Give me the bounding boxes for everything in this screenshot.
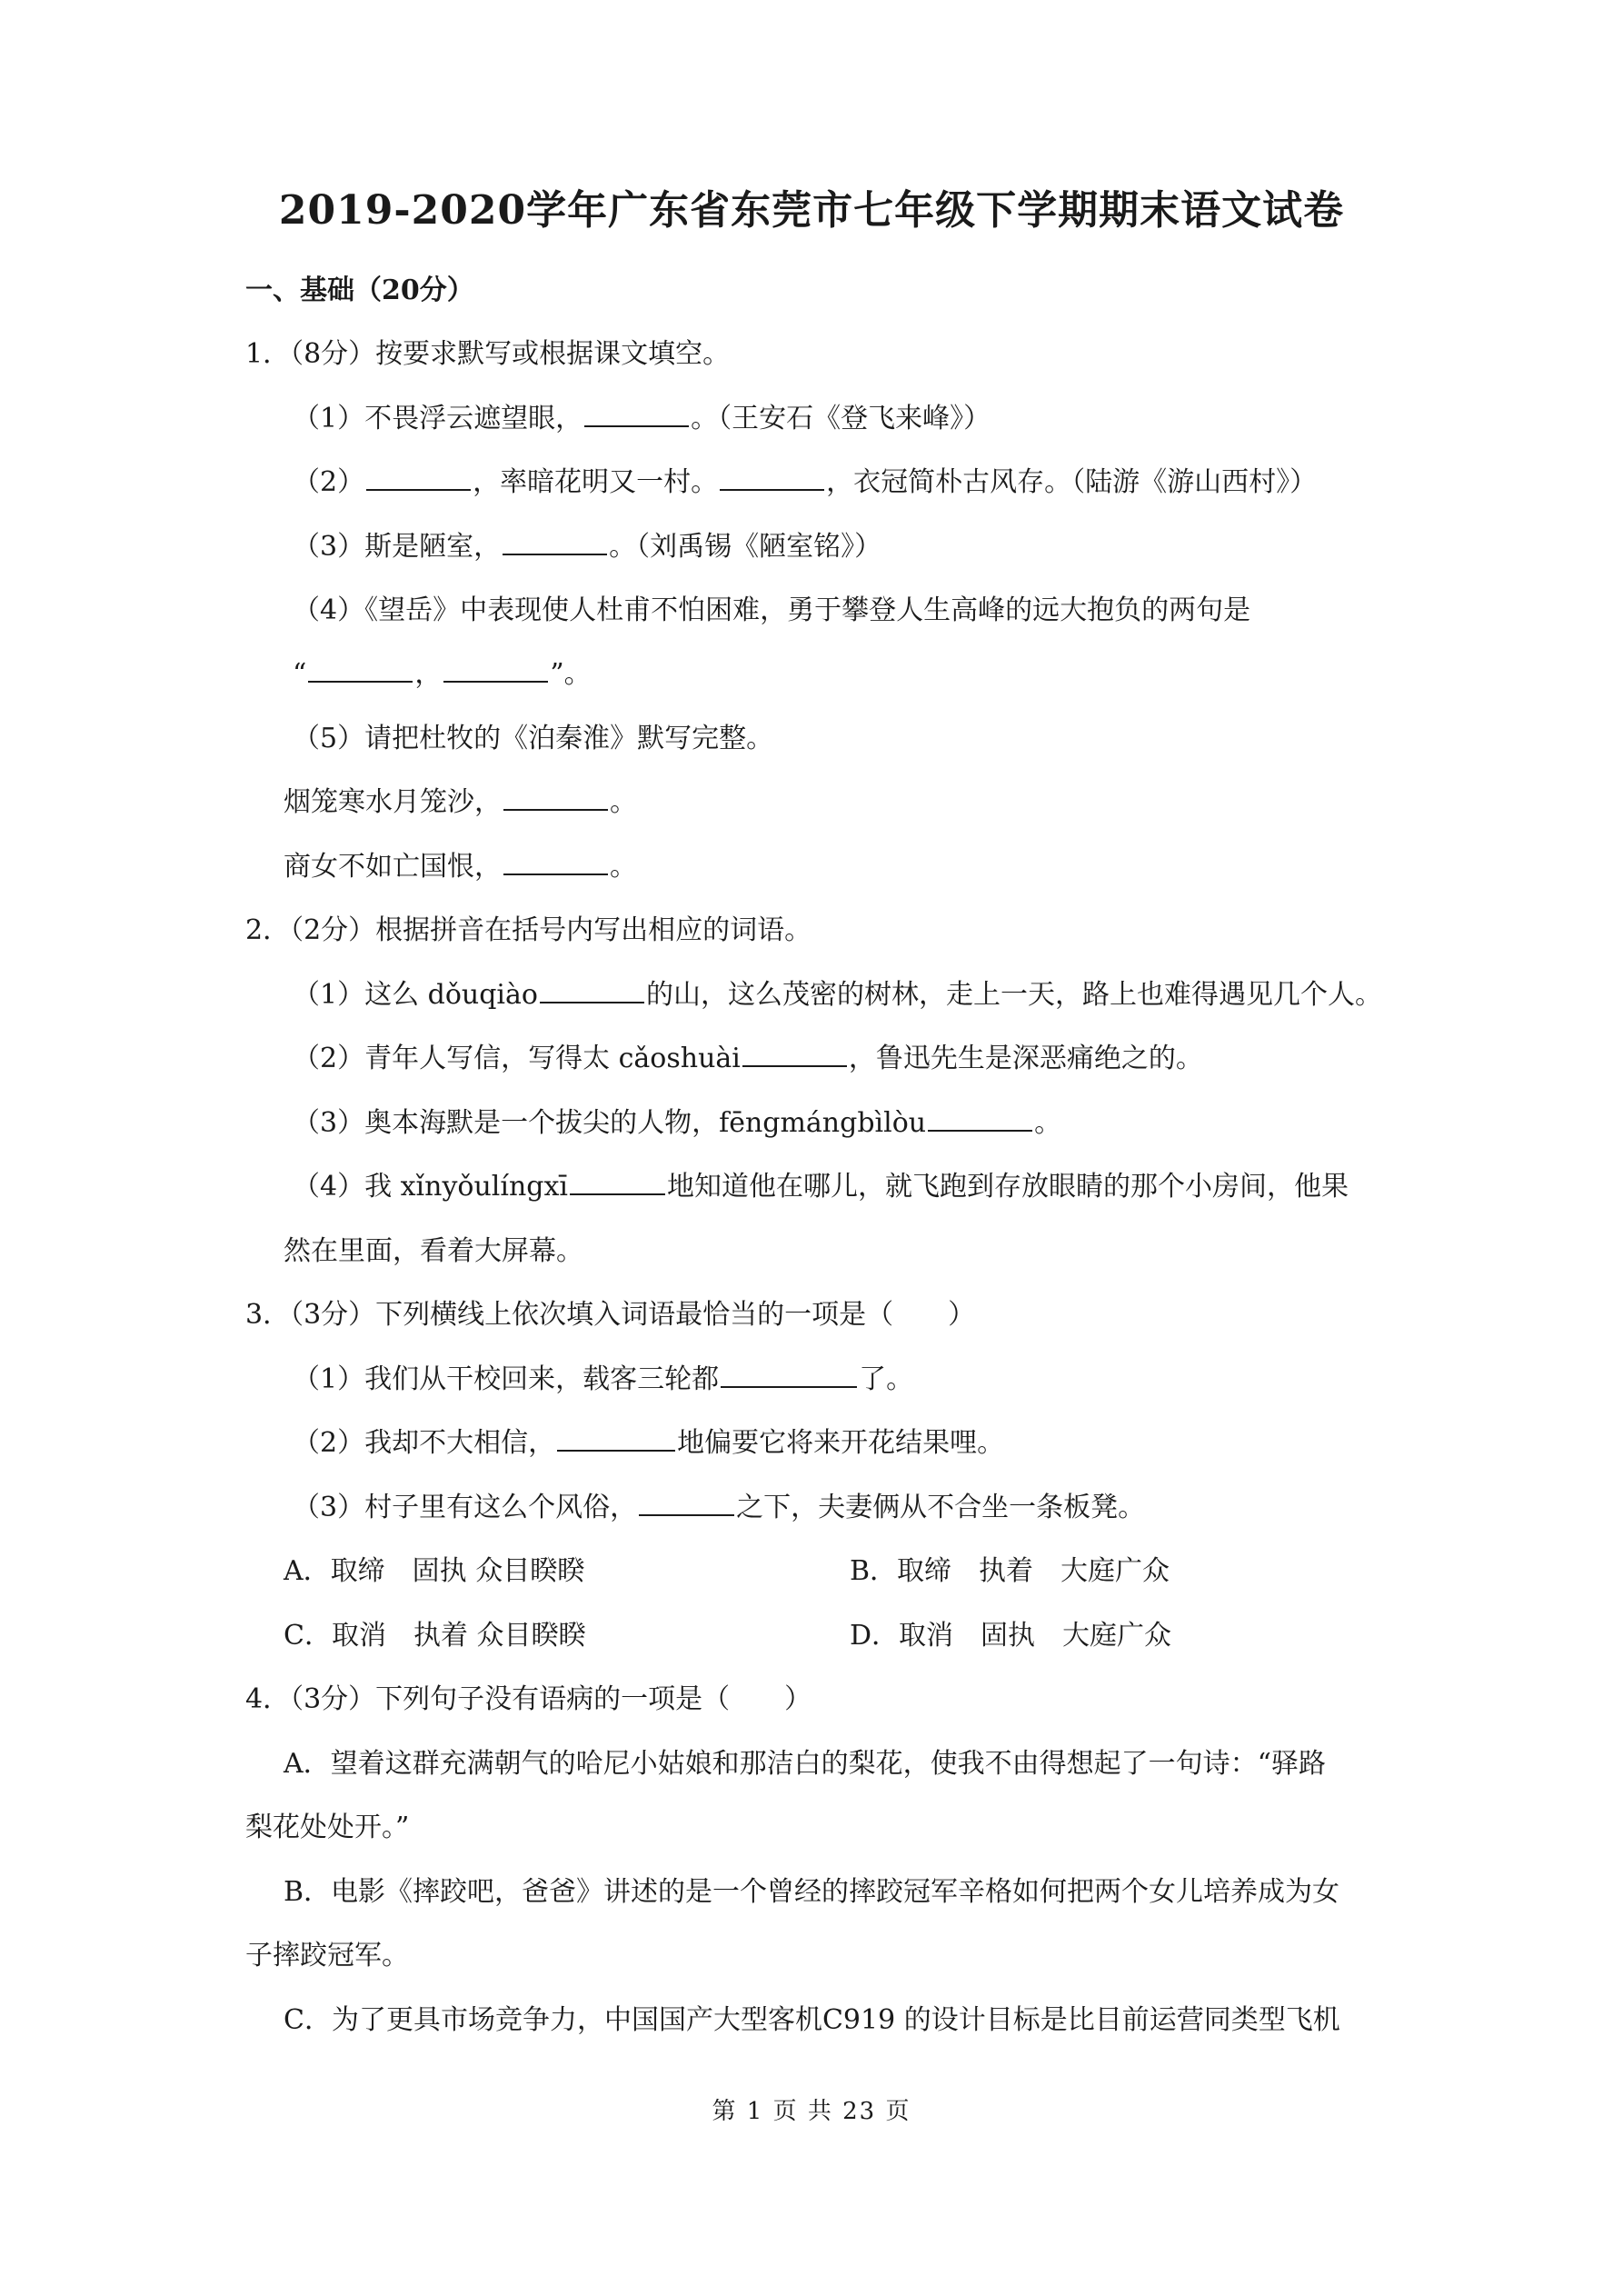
question-1-item-3: （3）斯是陋室， 。（刘禹锡《陋室铭》）	[293, 531, 882, 563]
option-a[interactable]: A．取缔 固执 众目睽睽	[284, 1555, 585, 1587]
question-1-item-2: （2） ，率暗花明又一村。 ，衣冠简朴古风存。（陆游《游山西村》）	[293, 466, 1318, 498]
answer-blank[interactable]	[928, 1106, 1032, 1132]
answer-blank[interactable]	[584, 402, 689, 427]
question-1-item-1: （1）不畏浮云遮望眼， 。（王安石《登飞来峰》）	[293, 403, 991, 434]
question-4-option-b-cont: 子摔跤冠军。	[245, 1940, 409, 1972]
option-d[interactable]: D．取消 固执 大庭广众	[850, 1620, 1172, 1652]
answer-blank[interactable]	[721, 1363, 857, 1388]
question-1-item-5: （5）请把杜牧的《泊秦淮》默写完整。	[293, 723, 774, 754]
answer-blank[interactable]	[540, 978, 644, 1003]
section-heading: 一、基础（20分）	[245, 275, 474, 306]
answer-blank[interactable]	[639, 1491, 734, 1516]
question-3-item-3: （3）村子里有这么个风俗， 之下，夫妻俩从不合坐一条板凳。	[293, 1492, 1146, 1523]
question-2-item-2: （2）青年人写信，写得太 cǎoshuài ，鲁迅先生是深恶痛绝之的。	[293, 1043, 1203, 1074]
page-number: 第 1 页 共 23 页	[712, 2098, 911, 2125]
question-1-item-4-answer: “ ， ”。	[293, 658, 592, 690]
answer-blank[interactable]	[503, 850, 608, 875]
question-2-item-1: （1）这么 dǒuqiào 的山，这么茂密的树林，走上一天，路上也难得遇见几个人。	[293, 979, 1382, 1011]
question-1-item-4: （4）《望岳》中表现使人杜甫不怕困难，勇于攀登人生高峰的远大抱负的两句是	[293, 594, 1251, 626]
answer-blank[interactable]	[308, 657, 413, 683]
question-2-item-4: （4）我 xǐnyǒulíngxī 地知道他在哪儿，就飞跑到存放眼睛的那个小房间，他果	[293, 1171, 1349, 1203]
question-4-option-c[interactable]: C．为了更具市场竞争力，中国国产大型客机C919 的设计目标是比目前运营同类型飞机	[284, 2004, 1340, 2036]
question-4-option-a-cont: 梨花处处开。”	[245, 1812, 410, 1843]
answer-blank[interactable]	[742, 1042, 847, 1067]
question-4-option-a[interactable]: A．望着这群充满朝气的哈尼小姑娘和那洁白的梨花，使我不由得想起了一句诗：“驿路	[284, 1748, 1327, 1780]
option-c[interactable]: C．取消 执着 众目睽睽	[284, 1620, 586, 1652]
question-2-item-3: （3）奥本海默是一个拔尖的人物，fēngmángbìlòu 。	[293, 1107, 1062, 1139]
question-1-stem: 1．（8分）按要求默写或根据课文填空。	[245, 338, 731, 370]
question-2-item-4-cont: 然在里面，看着大屏幕。	[284, 1235, 583, 1267]
question-3-item-2: （2）我却不大相信， 地偏要它将来开花结果哩。	[293, 1427, 1005, 1459]
answer-blank[interactable]	[720, 465, 824, 491]
answer-blank[interactable]	[503, 530, 607, 555]
poem-line-1: 烟笼寒水月笼沙， 。	[284, 786, 637, 818]
question-3-item-1: （1）我们从干校回来，载客三轮都 了。	[293, 1363, 914, 1395]
poem-line-2: 商女不如亡国恨， 。	[284, 851, 637, 883]
question-4-option-b[interactable]: B．电影《摔跤吧，爸爸》讲述的是一个曾经的摔跤冠军辛格如何把两个女儿培养成为女	[284, 1876, 1340, 1908]
answer-blank[interactable]	[503, 785, 608, 811]
answer-blank[interactable]	[443, 657, 548, 683]
question-2-stem: 2．（2分）根据拼音在括号内写出相应的词语。	[245, 914, 812, 946]
answer-blank[interactable]	[557, 1426, 675, 1452]
question-4-stem: 4．（3分）下列句子没有语病的一项是（ ）	[245, 1683, 812, 1715]
answer-blank[interactable]	[366, 465, 471, 491]
question-3-stem: 3．（3分）下列横线上依次填入词语最恰当的一项是（ ）	[245, 1299, 976, 1331]
answer-blank[interactable]	[570, 1170, 665, 1195]
option-b[interactable]: B．取缔 执着 大庭广众	[850, 1555, 1170, 1587]
exam-title: 2019-2020学年广东省东莞市七年级下学期期末语文试卷	[278, 187, 1345, 234]
